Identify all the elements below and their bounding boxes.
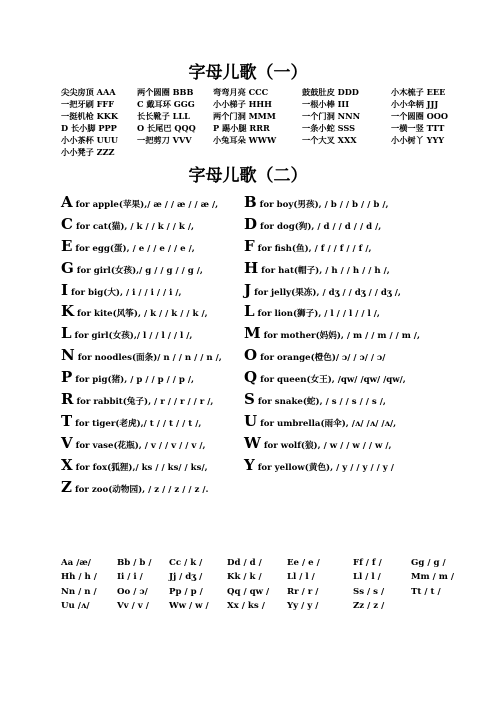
song-phrase: 鼓鼓肚皮 DDD (302, 87, 359, 97)
phonics-cell: Cc / k / (169, 558, 203, 568)
song-phrase: D 长小脚 PPP (61, 123, 117, 133)
alphabet-entry (61, 478, 209, 499)
entry-letter: R (61, 390, 74, 409)
entry-text: for orange(橙色)/ ɔ/ / ɔ/ / ɔ/ (257, 353, 386, 364)
entry-text: for queen(女王), /qw/ /qw/ /qw/, (257, 375, 406, 386)
alphabet-entry (244, 324, 420, 345)
song-line (61, 98, 471, 110)
phonics-cell: Zz / z / (353, 600, 385, 611)
alphabet-entry (61, 368, 194, 389)
entry-letter: Z (61, 477, 72, 496)
phonics-cell: Oo / ɔ/ (117, 586, 148, 597)
phonics-cell: Ee / e / (287, 558, 320, 568)
alphabet-line (61, 390, 481, 412)
song-phrase: 一横一竖 TTT (391, 123, 445, 133)
letter-song-block (61, 86, 471, 158)
entry-text: for rabbit(兔子), / r / / r / / r /, (73, 397, 214, 408)
phonics-cell: Jj / dʒ / (169, 572, 203, 583)
song-phrase: 一个圆圈 OOO (391, 111, 448, 121)
alphabet-line (61, 259, 481, 281)
entry-letter: T (61, 411, 73, 430)
alphabet-line (61, 412, 481, 434)
entry-text: for snake(蛇), / s / / s / / s /, (254, 397, 386, 408)
song-phrase: 小兔耳朵 WWW (213, 135, 277, 145)
entry-letter: F (244, 236, 255, 255)
song-one-title: 字母儿歌（一） (188, 63, 308, 83)
song-phrase: 一条小蛇 SSS (302, 123, 355, 133)
phonics-cell: Ww / w / (169, 600, 209, 611)
phonics-cell: Vv / v / (117, 600, 149, 611)
entry-letter: B (244, 193, 257, 211)
entry-text: for boy(男孩), / b / / b / / b /, (256, 200, 389, 210)
alphabet-entry (244, 412, 396, 433)
entry-text: for umbrella(雨伞), /ʌ/ /ʌ/ /ʌ/, (257, 418, 397, 429)
entry-text: for fish(鱼), / f / / f / / f /, (254, 243, 372, 254)
entry-letter: M (244, 324, 261, 343)
phonics-cell: Uu /ʌ/ (61, 600, 90, 611)
phonics-cell: Ff / f / (353, 558, 382, 568)
entry-text: for jelly(果冻), / dʒ / / dʒ / / dʒ /, (251, 287, 401, 298)
song-phrase: 两个圆圈 BBB (137, 87, 194, 97)
entry-text: for apple(苹果),/ æ / / æ / / æ /, (72, 200, 219, 210)
alphabet-entry (61, 281, 182, 302)
entry-letter: W (244, 433, 261, 452)
phonics-cell: Xx / ks / (227, 600, 265, 611)
phonics-cell: Qq / qw / (227, 586, 270, 597)
entry-text: for pig(猪), / p / / p / / p /, (72, 375, 194, 386)
entry-letter: J (244, 280, 252, 299)
entry-letter: D (244, 214, 258, 233)
alphabet-entry (61, 302, 208, 323)
alphabet-entry (61, 456, 208, 477)
entry-text: for yellow(黄色), / y / / y / / y / (254, 462, 394, 473)
entry-letter: I (61, 280, 69, 299)
phonics-cell: Nn / n / (61, 586, 97, 597)
alphabet-line (61, 434, 481, 456)
song-phrase: 小小凳子 ZZZ (61, 147, 115, 157)
entry-letter: H (244, 258, 259, 277)
phonics-row (61, 585, 481, 599)
entry-text: for fox(狐狸),/ ks / / ks/ / ks/, (72, 462, 208, 473)
phonics-cell: Kk / k / (227, 572, 262, 583)
entry-text: for noodles(面条)/ n / / n / / n /, (74, 353, 222, 364)
song-line (61, 134, 471, 146)
phonics-cell: Rr / r / (287, 586, 319, 597)
alphabet-entry (244, 456, 394, 477)
entry-letter: G (61, 258, 74, 277)
entry-text: for cat(猫), / k / / k / / k /, (72, 221, 194, 232)
entry-text: for girl(女孩),/ g / / g / / g /, (73, 265, 203, 276)
alphabet-entry (244, 302, 380, 323)
entry-letter: Y (244, 455, 255, 474)
entry-letter: C (61, 214, 73, 233)
entry-text: for hat(帽子), / h / / h / / h /, (258, 265, 390, 276)
phonics-cell: Dd / d / (227, 558, 262, 568)
alphabet-entry (244, 390, 386, 411)
phonics-table (61, 556, 481, 613)
song-two-title: 字母儿歌（二） (188, 166, 308, 186)
alphabet-entry (244, 346, 385, 367)
entry-letter: A (61, 193, 73, 211)
song-phrase: 长长靴子 LLL (137, 111, 190, 121)
alphabet-line (61, 456, 481, 478)
alphabet-line (61, 346, 481, 368)
song-phrase: 一挺机枪 KKK (61, 111, 118, 121)
phonics-cell: Ll / l / (353, 572, 381, 583)
phonics-cell: Tt / t / (411, 586, 441, 597)
song-phrase: C 戴耳环 GGG (137, 99, 195, 109)
alphabet-line (61, 368, 481, 390)
entry-text: for lion(狮子), / l / / l / / l /, (254, 309, 380, 320)
alphabet-entry (244, 281, 401, 302)
entry-letter: L (61, 324, 72, 343)
alphabet-entry (61, 412, 201, 433)
phonics-cell: Ll / l / (287, 572, 315, 583)
entry-letter: Q (244, 368, 258, 387)
song-phrase: 尖尖房顶 AAA (61, 87, 116, 97)
song-phrase: 小小树丫 YYY (391, 135, 445, 145)
alphabet-entry (244, 259, 390, 280)
phonics-cell: Bb / b / (117, 558, 152, 568)
phonics-row (61, 599, 481, 613)
song-phrase: 小小茶杯 UUU (61, 135, 119, 145)
song-phrase: 一把牙刷 FFF (61, 99, 115, 109)
entry-letter: N (61, 346, 75, 365)
phonics-cell: Ss / s / (353, 586, 385, 597)
entry-text: for wolf(狼), / w / / w / / w /, (260, 440, 392, 451)
phonics-cell: Hh / h / (61, 572, 97, 583)
song-phrase: 一个门洞 NNN (302, 111, 361, 121)
entry-text: for kite(风筝), / k / / k / / k /, (74, 309, 208, 320)
alphabet-line (61, 215, 481, 237)
entry-text: for tiger(老虎),/ t / / t / / t /, (72, 418, 202, 429)
alphabet-line (61, 324, 481, 346)
song-phrase: 一把剪刀 VVV (137, 135, 192, 145)
alphabet-entry (61, 434, 206, 455)
song-line (61, 146, 471, 158)
song-phrase: P 踢小腿 RRR (213, 123, 270, 133)
alphabet-entry (61, 324, 192, 345)
entry-letter: L (244, 302, 255, 321)
phonics-cell: Yy / y / (287, 600, 319, 611)
alphabet-entry (244, 237, 372, 258)
alphabet-entry (244, 368, 406, 389)
entry-text: for egg(蛋), / e / / e / / e /, (72, 243, 195, 254)
alphabet-entry (61, 346, 222, 367)
song-phrase: 小小梯子 HHH (213, 99, 272, 109)
entry-letter: K (61, 302, 75, 321)
song-line (61, 86, 471, 98)
entry-text: for girl(女孩),/ l / / l / / l /, (71, 331, 193, 342)
alphabet-line (61, 302, 481, 324)
alphabet-line (61, 237, 481, 259)
song-line (61, 110, 471, 122)
entry-letter: P (61, 368, 73, 387)
alphabet-entry (61, 215, 194, 236)
entry-text: for mother(妈妈), / m / / m / / m /, (260, 331, 420, 342)
entry-letter: X (61, 455, 73, 474)
song-phrase: 两个门洞 MMM (213, 111, 276, 121)
phonics-cell: Gg / g / (411, 558, 446, 568)
alphabet-words-block (61, 193, 481, 499)
entry-letter: O (244, 346, 258, 365)
phonics-cell: Ii / i / (117, 572, 143, 583)
song-phrase: 一根小棒 III (302, 99, 350, 109)
phonics-row (61, 556, 481, 570)
entry-letter: E (61, 236, 73, 255)
song-line (61, 122, 471, 134)
entry-text: for zoo(动物园), / z / / z / / z /. (71, 484, 209, 495)
song-phrase: O 长尾巴 QQQ (137, 123, 196, 133)
alphabet-line (61, 281, 481, 303)
phonics-cell: Pp / p / (169, 586, 203, 597)
entry-letter: V (61, 433, 73, 452)
alphabet-entry (61, 237, 195, 258)
alphabet-entry (61, 259, 203, 280)
entry-letter: S (244, 390, 255, 409)
alphabet-line (61, 478, 481, 500)
phonics-cell: Aa /æ/ (61, 558, 91, 568)
song-phrase: 弯弯月亮 CCC (213, 87, 269, 97)
alphabet-entry (61, 193, 218, 214)
alphabet-entry (244, 434, 392, 455)
entry-text: for big(大), / i / / i / / i /, (68, 287, 182, 298)
phonics-row (61, 570, 481, 584)
song-phrase: 小小伞柄 JJJ (391, 99, 439, 109)
alphabet-entry (61, 390, 213, 411)
entry-letter: U (244, 411, 258, 430)
entry-text: for vase(花瓶), / v / / v / / v /, (72, 440, 206, 451)
phonics-cell: Mm / m / (411, 572, 454, 583)
alphabet-line (61, 193, 481, 215)
song-phrase: 一个大叉 XXX (302, 135, 357, 145)
alphabet-entry (244, 193, 388, 214)
alphabet-entry (244, 215, 381, 236)
entry-text: for dog(狗), / d / / d / / d /, (257, 221, 382, 232)
song-phrase: 小木梳子 EEE (391, 87, 446, 97)
